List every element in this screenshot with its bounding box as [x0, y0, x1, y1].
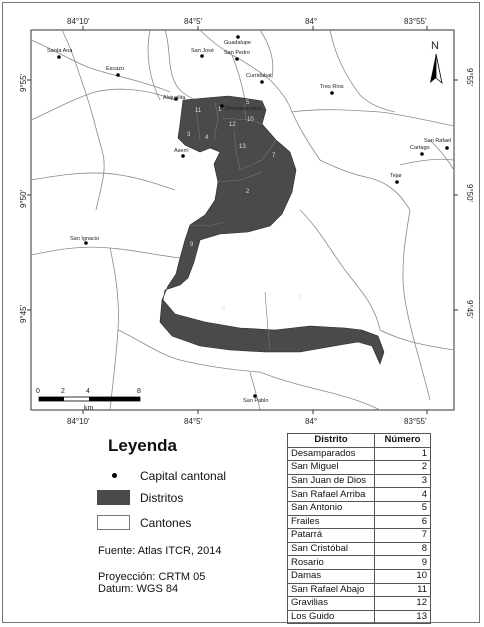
district-name: San Antonio — [288, 501, 375, 515]
lat-label-left: 9°50' — [19, 189, 28, 208]
scale-tick: 0 — [36, 388, 40, 395]
town-label: San José — [191, 48, 214, 54]
lat-label-right: 9°55' — [465, 68, 474, 87]
districts-table — [287, 433, 431, 624]
table-row — [288, 542, 431, 556]
district-number: 11 — [195, 108, 202, 114]
lat-label-left: 9°45' — [19, 304, 28, 323]
district-number: 8 — [298, 295, 302, 301]
lat-label-left: 9°55' — [19, 73, 28, 92]
district-number: 3 — [375, 474, 431, 488]
town-label: San Pablo — [243, 398, 269, 404]
district-name: Rosario — [288, 556, 375, 570]
districts-swatch — [97, 490, 130, 505]
district-name: San Cristóbal — [288, 542, 375, 556]
legend-capital-label: Capital cantonal — [140, 469, 227, 483]
district-number: 2 — [375, 461, 431, 475]
lon-label-bottom: 84° — [305, 417, 318, 426]
table-row — [288, 488, 431, 502]
district-number: 9 — [375, 556, 431, 570]
column-header: Distrito — [288, 434, 375, 448]
district-number: 12 — [229, 122, 236, 128]
table-row — [288, 529, 431, 543]
town-label: Curridabat — [246, 73, 272, 79]
table-row — [288, 556, 431, 570]
town-label: Alajuelita — [163, 95, 186, 101]
lon-label-top: 84°5' — [184, 17, 203, 26]
town-label: Aserrí — [174, 148, 189, 154]
district-name: San Rafael Arriba — [288, 488, 375, 502]
table-row — [288, 515, 431, 529]
table-row — [288, 597, 431, 611]
district-number: 13 — [375, 610, 431, 624]
scale-tick: 8 — [137, 388, 141, 395]
district-number: 7 — [375, 529, 431, 543]
table-row — [288, 569, 431, 583]
table-row — [288, 474, 431, 488]
district-name: Los Guido — [288, 610, 375, 624]
lon-label-bottom: 84°10' — [67, 417, 90, 426]
town-label: Cartago — [410, 145, 430, 151]
town-label: San Pedro — [224, 50, 250, 56]
district-number: 7 — [272, 153, 276, 159]
table-row — [288, 501, 431, 515]
district-number: 13 — [239, 144, 246, 150]
town-label: San Rafael — [424, 138, 452, 144]
district-name: San Juan de Dios — [288, 474, 375, 488]
town-label: Santa Ana — [47, 48, 73, 54]
district-number: 9 — [190, 242, 194, 248]
projection-text: Proyección: CRTM 05 — [98, 571, 206, 583]
district-number: 4 — [205, 135, 209, 141]
town-label: Escazú — [106, 66, 125, 72]
district-number: 11 — [375, 583, 431, 597]
lon-label-top: 84°10' — [67, 17, 90, 26]
scale-tick: 4 — [86, 388, 90, 395]
table-header-row — [288, 434, 431, 448]
district-number: 10 — [375, 569, 431, 583]
district-name: San Miguel — [288, 461, 375, 475]
district-number: 12 — [375, 597, 431, 611]
district-number: 1 — [375, 447, 431, 461]
legend-cantons-label: Cantones — [140, 516, 192, 530]
district-number: 2 — [246, 189, 250, 195]
district-number: 5 — [375, 501, 431, 515]
district-name: Damas — [288, 569, 375, 583]
district-name: Gravilias — [288, 597, 375, 611]
table-row — [288, 447, 431, 461]
district-number: 5 — [246, 100, 250, 106]
town-label: Desamparados — [225, 106, 263, 112]
town-label: Tejar — [390, 173, 402, 179]
lat-label-right: 9°45' — [465, 300, 474, 319]
district-number: 1 — [218, 107, 222, 113]
district-name: San Rafael Abajo — [288, 583, 375, 597]
town-label: Guadalupe — [224, 40, 251, 46]
north-label: N — [431, 40, 439, 52]
column-header: Número — [375, 434, 431, 448]
lon-label-top: 83°55' — [404, 17, 427, 26]
district-name: Frailes — [288, 515, 375, 529]
datum-text: Datum: WGS 84 — [98, 583, 179, 595]
table-row — [288, 461, 431, 475]
lat-label-right: 9°50' — [465, 184, 474, 203]
district-number: 10 — [247, 117, 254, 123]
legend-districts-label: Distritos — [140, 491, 184, 505]
lon-label-bottom: 83°55' — [404, 417, 427, 426]
district-number: 3 — [187, 132, 191, 138]
source-text: Fuente: Atlas ITCR, 2014 — [98, 545, 222, 557]
capital-dot-icon — [112, 473, 117, 478]
town-label: Tres Ríos — [320, 84, 344, 90]
lon-label-top: 84° — [305, 17, 318, 26]
district-name: Desamparados — [288, 447, 375, 461]
lon-label-bottom: 84°5' — [184, 417, 203, 426]
cantons-swatch — [97, 515, 130, 530]
district-number: 4 — [375, 488, 431, 502]
district-name: Patarrá — [288, 529, 375, 543]
town-label: San Ignacio — [70, 236, 100, 242]
district-number: 6 — [375, 515, 431, 529]
scale-tick: 2 — [61, 388, 65, 395]
table-row — [288, 610, 431, 624]
table-row — [288, 583, 431, 597]
scale-unit: km — [84, 405, 94, 412]
legend-title: Leyenda — [108, 436, 177, 455]
district-number: 8 — [375, 542, 431, 556]
district-number: 6 — [222, 307, 226, 313]
